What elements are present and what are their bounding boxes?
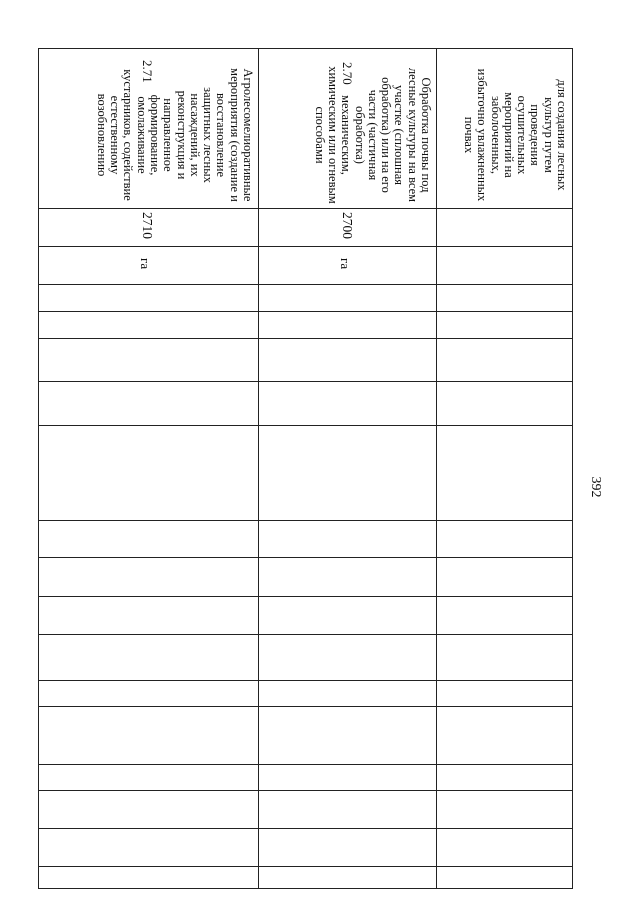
- column-divider: [38, 520, 573, 521]
- row-code: 2.71: [140, 60, 155, 83]
- row-description: для создания лесных культур путем проведения осушительных мероприятий на заболоченных, избыточно увлажненных почвах: [461, 68, 569, 202]
- column-divider: [38, 284, 573, 285]
- row-description: Агролесомелиоративные мероприятия (создание и восстановление защитных лесных насаждений, их реконструкция и направленное формирование, омолаживание кустарников, содействие естественному возобновлению: [94, 68, 255, 202]
- column-divider: [38, 764, 573, 765]
- row-divider: [436, 48, 437, 889]
- column-divider: [38, 828, 573, 829]
- row-number: 2710: [140, 212, 155, 239]
- column-divider: [38, 425, 573, 426]
- table-border-right: [572, 48, 573, 889]
- column-divider: [38, 790, 573, 791]
- column-divider: [38, 381, 573, 382]
- column-divider: [38, 680, 573, 681]
- column-divider: [38, 246, 573, 247]
- row-description: Обработка почвы под лесные культуры на всем участке (сплошная обработка) или на его части (частичная обработка) механическим, химическим или огневым способами: [312, 66, 433, 204]
- row-divider: [258, 48, 259, 889]
- column-divider: [38, 866, 573, 867]
- column-divider: [38, 338, 573, 339]
- row-unit: га: [138, 258, 153, 270]
- column-divider: [38, 596, 573, 597]
- column-divider: [38, 557, 573, 558]
- column-divider: [38, 634, 573, 635]
- page-number: 392: [588, 476, 603, 498]
- row-code: 2.70: [340, 62, 355, 85]
- column-divider: [38, 311, 573, 312]
- column-divider: [38, 208, 573, 209]
- table-border-left: [38, 48, 39, 889]
- row-number: 2700: [340, 212, 355, 239]
- column-divider: [38, 706, 573, 707]
- row-unit: га: [338, 258, 353, 270]
- table-border-bottom: [38, 888, 573, 889]
- table-border-top: [38, 48, 573, 49]
